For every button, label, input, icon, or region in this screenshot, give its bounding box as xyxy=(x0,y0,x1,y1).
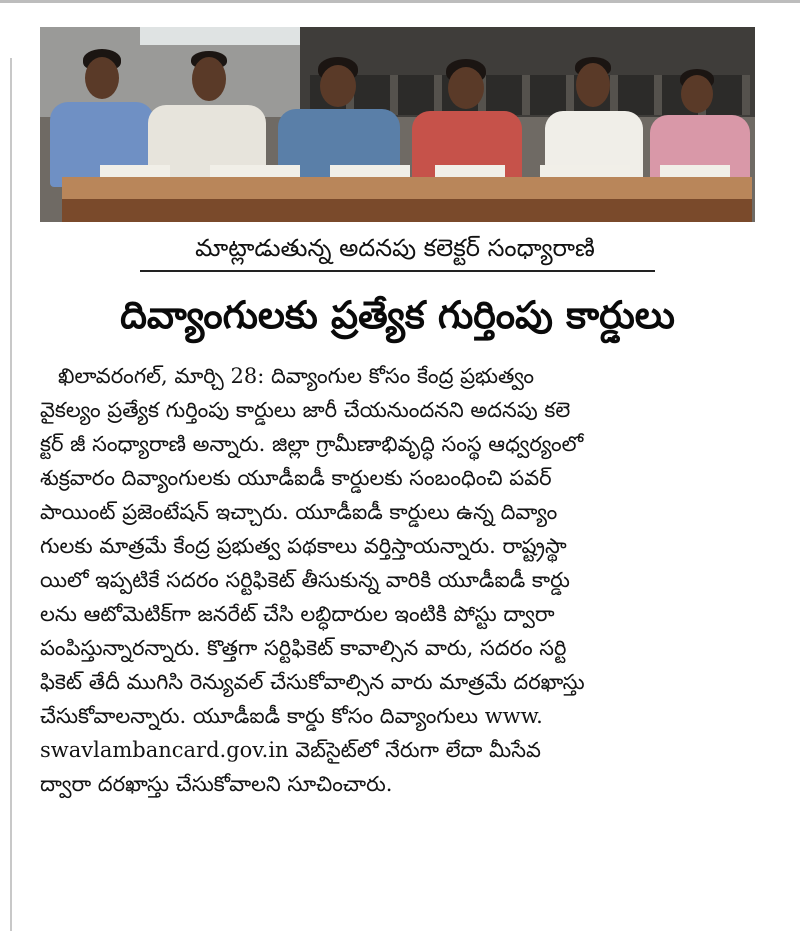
photo-papers xyxy=(435,165,505,177)
article-line: గులకు మాత్రమే కేంద్ర ప్రభుత్వ పథకాలు వర్తిస్తాయన్నారు. రాష్ట్రస్థా xyxy=(40,534,567,558)
article-headline: దివ్యాంగులకు ప్రత్యేక గుర్తింపు కార్డులు xyxy=(120,293,675,337)
photo-caption: మాట్లాడుతున్న అదనపు కలెక్టర్ సంధ్యారాణి xyxy=(195,234,595,262)
left-column-rule xyxy=(10,58,12,931)
caption-underline xyxy=(140,270,655,272)
photo-papers xyxy=(540,165,630,177)
photo-papers xyxy=(660,165,730,177)
article-line: వైకల్యం ప్రత్యేక గుర్తింపు కార్డులు జారీ చేయనుందనని అదనపు కలె xyxy=(40,398,571,422)
article-line: ఫికెట్ తేదీ ముగిసి రెన్యువల్ చేసుకోవాల్సిన వారు మాత్రమే దరఖాస్తు xyxy=(40,670,585,694)
photo-table-top xyxy=(62,177,752,199)
photo-papers xyxy=(210,165,300,177)
photo-papers xyxy=(330,165,410,177)
article-line: క్టర్ జీ సంధ్యారాణి అన్నారు. జిల్లా గ్రామీణాభివృద్ధి సంస్థ ఆధ్వర్యంలో xyxy=(40,432,584,456)
article-line: చేసుకోవాలన్నారు. యూడీఐడీ కార్డు కోసం దివ్యాంగులు www. xyxy=(40,704,543,728)
article-line: శుక్రవారం దివ్యాంగులకు యూడీఐడీ కార్డులకు సంబంధించి పవర్ xyxy=(40,466,552,490)
article-line: పాయింట్ ప్రజెంటేషన్ ఇచ్చారు. యూడీఐడీ కార్డులు ఉన్న దివ్యాం xyxy=(40,500,558,524)
article-line: లను ఆటోమెటిక్‌గా జనరేట్ చేసి లబ్ధిదారుల ఇంటికి పోస్టు ద్వారా xyxy=(40,602,555,626)
photo-papers xyxy=(100,165,170,177)
photo-projector-screen xyxy=(140,27,310,45)
article-body xyxy=(40,359,755,801)
article-line: ఖిలావరంగల్, మార్చి 28: దివ్యాంగుల కోసం కేంద్ర ప్రభుత్వం xyxy=(58,364,535,388)
meeting-photo xyxy=(40,27,755,222)
photo-table-front xyxy=(62,199,752,222)
top-border-rule xyxy=(0,0,800,3)
article-line: ద్వారా దరఖాస్తు చేసుకోవాలని సూచించారు. xyxy=(40,772,393,796)
article-line: swavlambancard.gov.in వెబ్‌సైట్‌లో నేరుగా లేదా మీసేవ xyxy=(40,738,541,762)
article-line: యిలో ఇప్పటికే సదరం సర్టిఫికెట్ తీసుకున్న వారికి యూడీఐడీ కార్డు xyxy=(40,568,570,592)
article-line: పంపిస్తున్నారన్నారు. కొత్తగా సర్టిఫికెట్ కావాల్సిన వారు, సదరం సర్టి xyxy=(40,636,567,660)
